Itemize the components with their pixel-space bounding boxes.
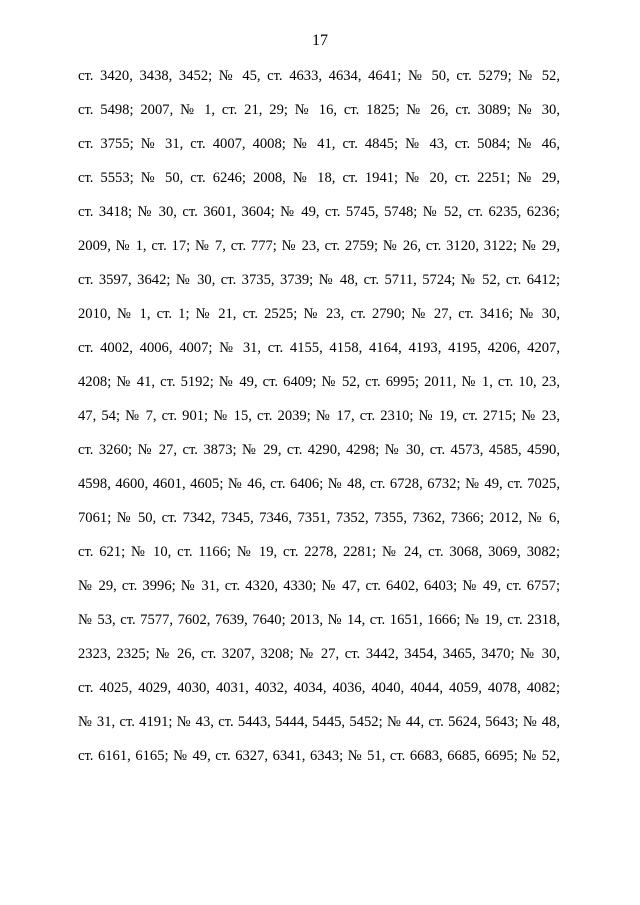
page-number: 17 <box>312 32 328 49</box>
text-line: 4598, 4600, 4601, 4605; № 46, ст. 6406; № 48, ст. 6728, 6732; № 49, ст. 7025, <box>78 476 560 492</box>
text-line: ст. 3418; № 30, ст. 3601, 3604; № 49, ст. 5745, 5748; № 52, ст. 6235, 6236; <box>78 204 560 220</box>
document-body <box>78 66 560 780</box>
text-line: 2010, № 1, ст. 1; № 21, ст. 2525; № 23, ст. 2790; № 27, ст. 3416; № 30, <box>78 306 560 322</box>
text-line: № 29, ст. 3996; № 31, ст. 4320, 4330; № 47, ст. 6402, 6403; № 49, ст. 6757; <box>78 578 560 594</box>
text-line: ст. 3260; № 27, ст. 3873; № 29, ст. 4290, 4298; № 30, ст. 4573, 4585, 4590, <box>78 442 560 458</box>
text-line: ст. 4025, 4029, 4030, 4031, 4032, 4034, 4036, 4040, 4044, 4059, 4078, 4082; <box>78 680 560 696</box>
text-line: 47, 54; № 7, ст. 901; № 15, ст. 2039; № 17, ст. 2310; № 19, ст. 2715; № 23, <box>78 408 560 424</box>
text-line: 2009, № 1, ст. 17; № 7, ст. 777; № 23, ст. 2759; № 26, ст. 3120, 3122; № 29, <box>78 238 560 254</box>
text-line: ст. 3755; № 31, ст. 4007, 4008; № 41, ст. 4845; № 43, ст. 5084; № 46, <box>78 136 560 152</box>
text-line: ст. 5498; 2007, № 1, ст. 21, 29; № 16, ст. 1825; № 26, ст. 3089; № 30, <box>78 102 560 118</box>
text-line: 4208; № 41, ст. 5192; № 49, ст. 6409; № 52, ст. 6995; 2011, № 1, ст. 10, 23, <box>78 374 560 390</box>
text-line: ст. 5553; № 50, ст. 6246; 2008, № 18, ст. 1941; № 20, ст. 2251; № 29, <box>78 170 560 186</box>
text-line: № 53, ст. 7577, 7602, 7639, 7640; 2013, № 14, ст. 1651, 1666; № 19, ст. 2318, <box>78 612 560 628</box>
text-line: ст. 3597, 3642; № 30, ст. 3735, 3739; № 48, ст. 5711, 5724; № 52, ст. 6412; <box>78 272 560 288</box>
text-line: № 31, ст. 4191; № 43, ст. 5443, 5444, 5445, 5452; № 44, ст. 5624, 5643; № 48, <box>78 714 560 730</box>
text-line: ст. 6161, 6165; № 49, ст. 6327, 6341, 6343; № 51, ст. 6683, 6685, 6695; № 52, <box>78 748 560 764</box>
text-line: 2323, 2325; № 26, ст. 3207, 3208; № 27, ст. 3442, 3454, 3465, 3470; № 30, <box>78 646 560 662</box>
text-line: ст. 4002, 4006, 4007; № 31, ст. 4155, 4158, 4164, 4193, 4195, 4206, 4207, <box>78 340 560 356</box>
text-line: ст. 621; № 10, ст. 1166; № 19, ст. 2278, 2281; № 24, ст. 3068, 3069, 3082; <box>78 544 560 560</box>
text-line: 7061; № 50, ст. 7342, 7345, 7346, 7351, 7352, 7355, 7362, 7366; 2012, № 6, <box>78 510 560 526</box>
text-line: ст. 3420, 3438, 3452; № 45, ст. 4633, 4634, 4641; № 50, ст. 5279; № 52, <box>78 68 560 84</box>
